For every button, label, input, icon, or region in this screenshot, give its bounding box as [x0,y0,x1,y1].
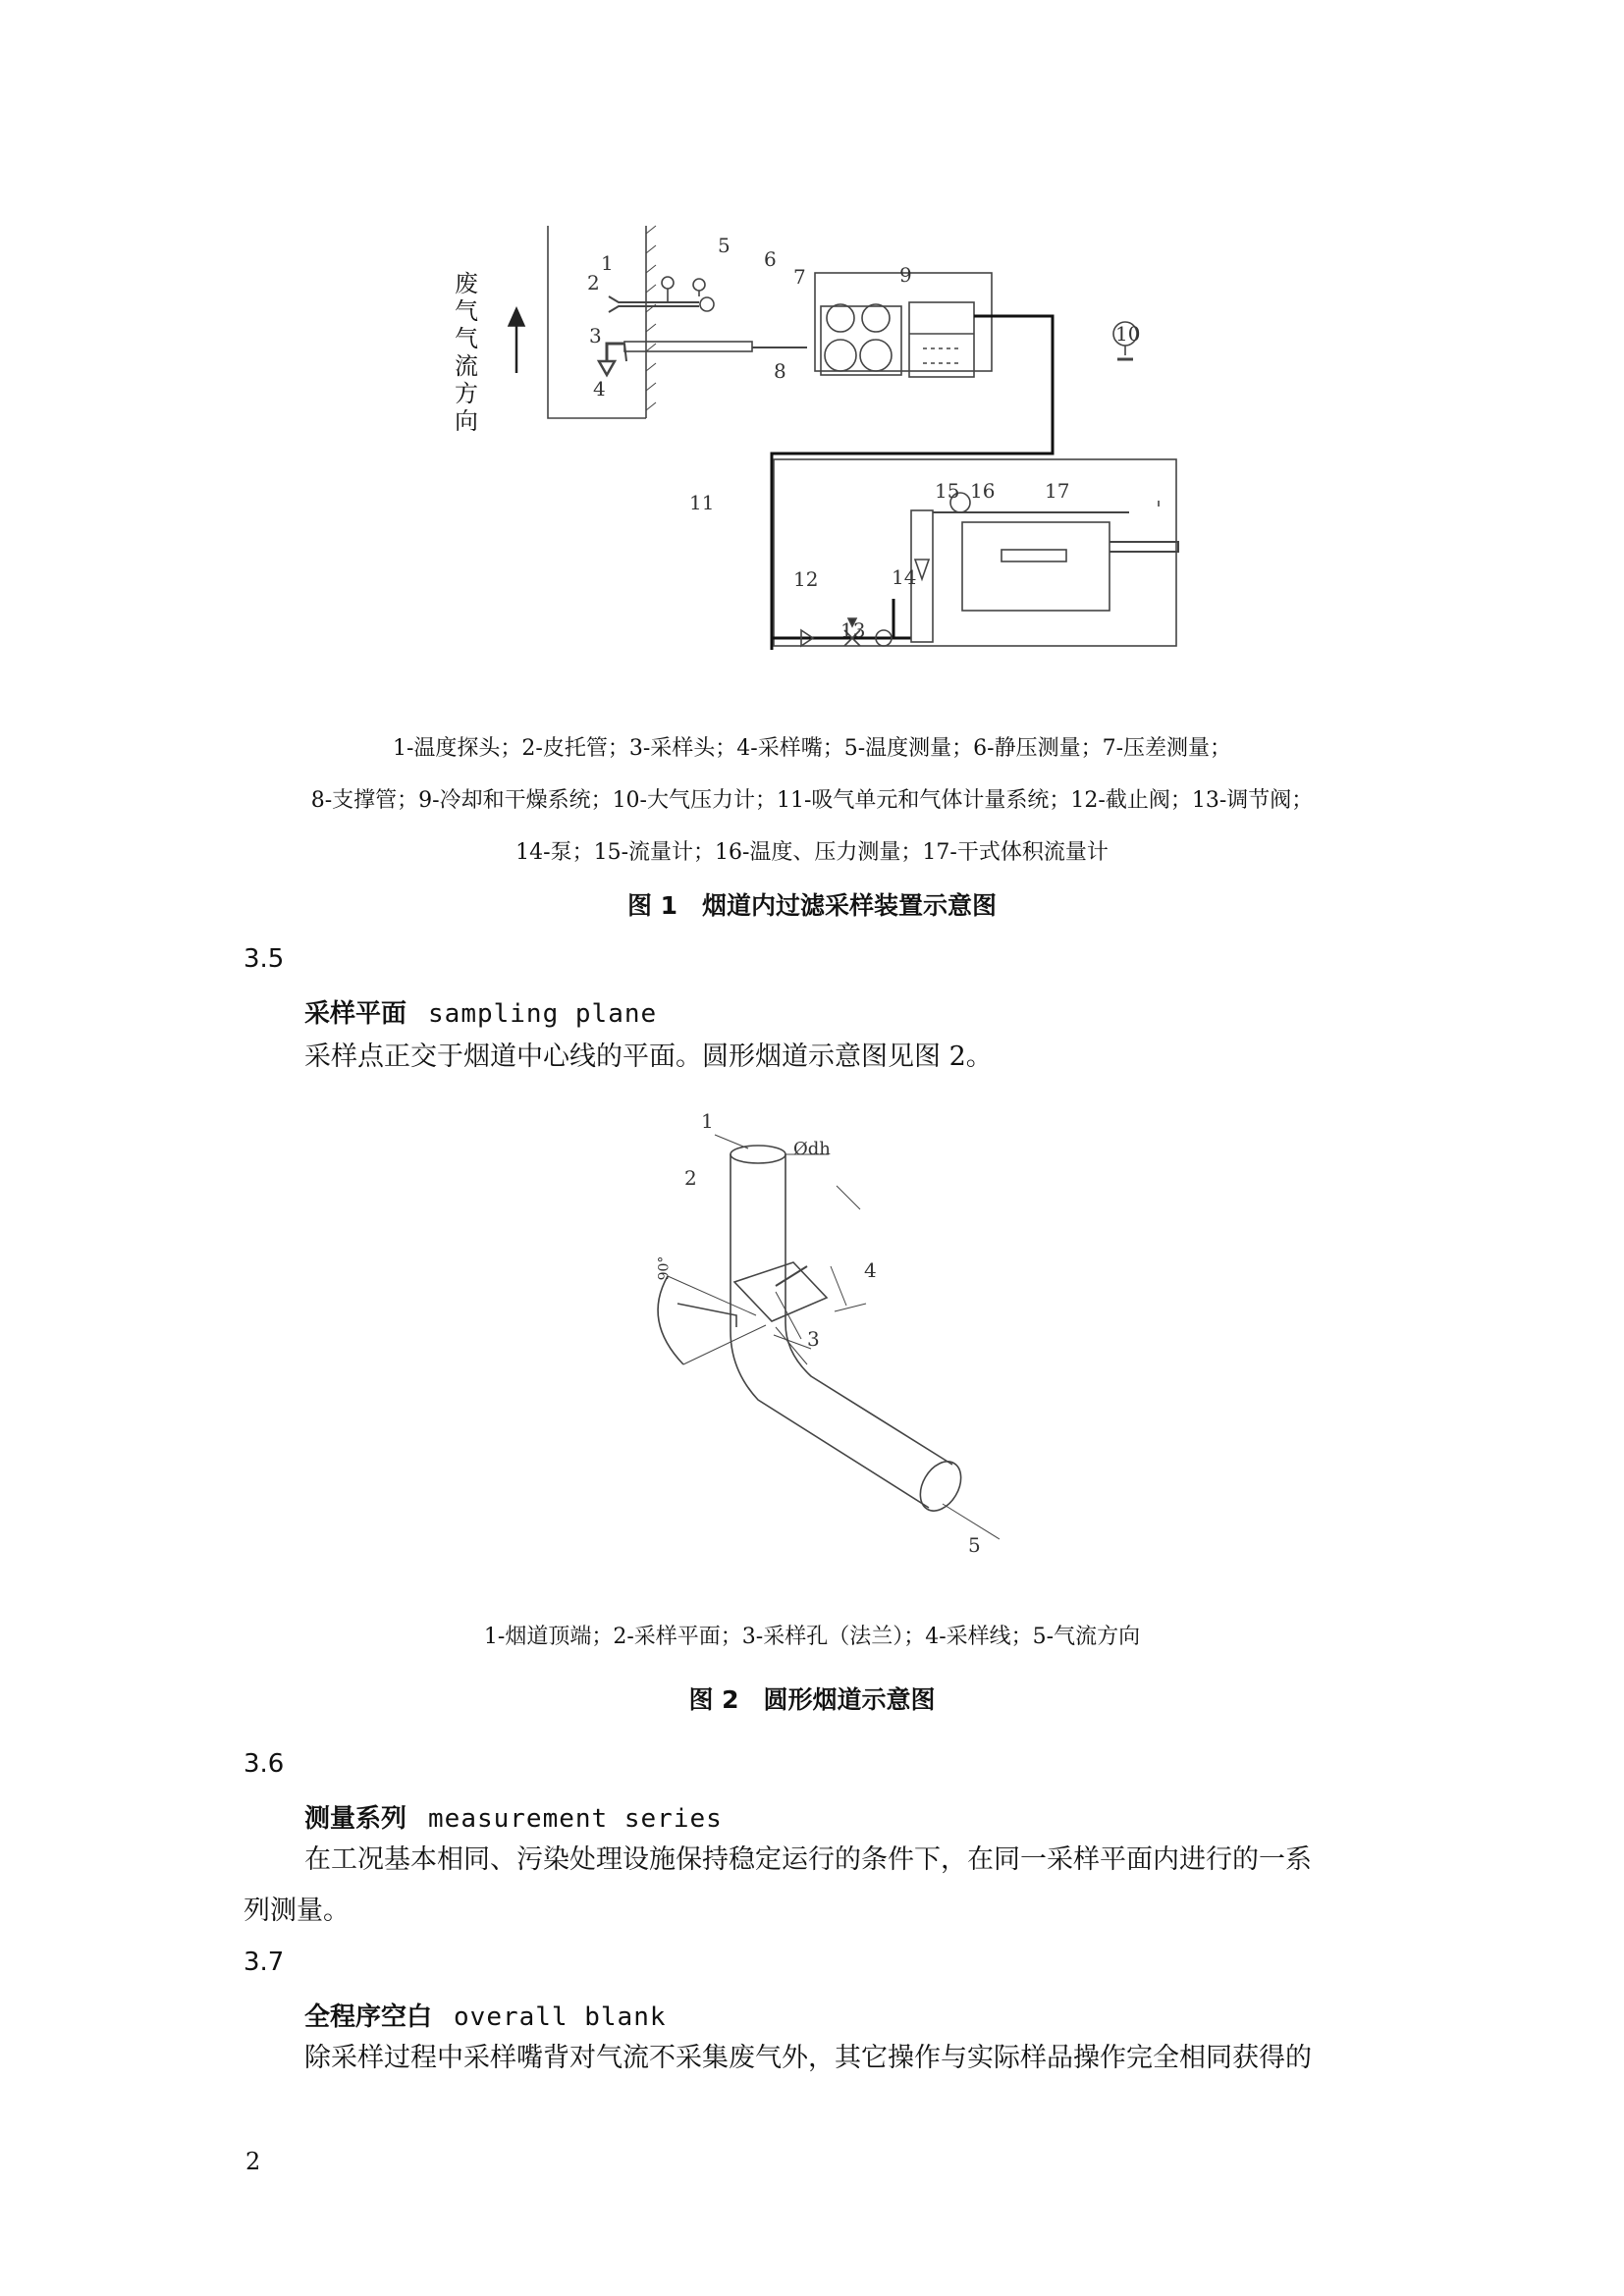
part-number: 5 [718,234,731,257]
part-number: 17 [1045,479,1070,503]
part-number: 2 [587,271,600,294]
definition-text: 采样点正交于烟道中心线的平面。圆形烟道示意图见图 2。 [304,1041,993,1072]
figure-2-caption: 图 2 圆形烟道示意图 [688,1685,936,1714]
term-en: measurement series [428,1804,723,1834]
section-number: 3.5 [244,944,285,974]
term-heading [304,993,657,1030]
term-cn: 全程序空白 [304,2002,433,2032]
part-number: 8 [774,359,786,383]
part-number: 12 [793,567,819,591]
part-number: 10 [1115,322,1141,346]
part-number: 4 [593,377,606,400]
term-en: sampling plane [428,999,658,1029]
term-heading [304,1798,723,1835]
part-number: 11 [689,491,715,514]
figure-1-legend-line-2: 8-支撑管；9-冷却和干燥系统；10-大气压力计；11-吸气单元和气体计量系统；12-截止阀；13-调节阀； [310,788,1314,813]
figure-1-legend-line-3: 14-泵；15-流量计；16-温度、压力测量；17-干式体积流量计 [515,840,1109,865]
figure-1-legend-line-1: 1-温度探头；2-皮托管；3-采样头；4-采样嘴；5-温度测量；6-静压测量；7-压差测量； [392,736,1232,761]
section-number: 3.6 [244,1749,285,1779]
figure-2-legend: 1-烟道顶端；2-采样平面；3-采样孔（法兰）；4-采样线；5-气流方向 [483,1625,1141,1649]
diameter-label: Ødh [793,1139,831,1159]
part-number: 15 [935,479,960,503]
section-number: 3.7 [244,1948,285,1977]
term-cn: 测量系列 [304,1804,407,1834]
part-number: 4 [864,1258,877,1282]
part-number: 9 [899,263,912,287]
term-cn: 采样平面 [304,999,407,1029]
part-number: 1 [701,1109,714,1133]
part-number: 7 [793,265,806,289]
part-number: 5 [968,1533,981,1557]
flow-direction-label: 废 气 气 流 方 向 [455,270,478,435]
part-number: 14 [892,565,917,589]
definition-text-line-2: 列测量。 [244,1896,350,1926]
term-en: overall blank [454,2002,667,2032]
part-number: 3 [807,1327,820,1351]
part-number: 1 [601,251,614,275]
term-heading [304,1997,667,2033]
part-number: 2 [684,1166,697,1190]
angle-label: 90° [656,1255,673,1281]
definition-text-line-1: 除采样过程中采样嘴背对气流不采集废气外，其它操作与实际样品操作完全相同获得的 [304,2043,1312,2073]
part-number: 16 [970,479,996,503]
part-number: 6 [764,247,777,271]
definition-text-line-1: 在工况基本相同、污染处理设施保持稳定运行的条件下，在同一采样平面内进行的一系 [304,1844,1312,1875]
part-number: 3 [589,324,602,347]
page-number: 2 [245,2148,261,2175]
part-number: 13 [840,618,866,642]
figure-1-caption: 图 1 烟道内过滤采样装置示意图 [626,891,998,920]
